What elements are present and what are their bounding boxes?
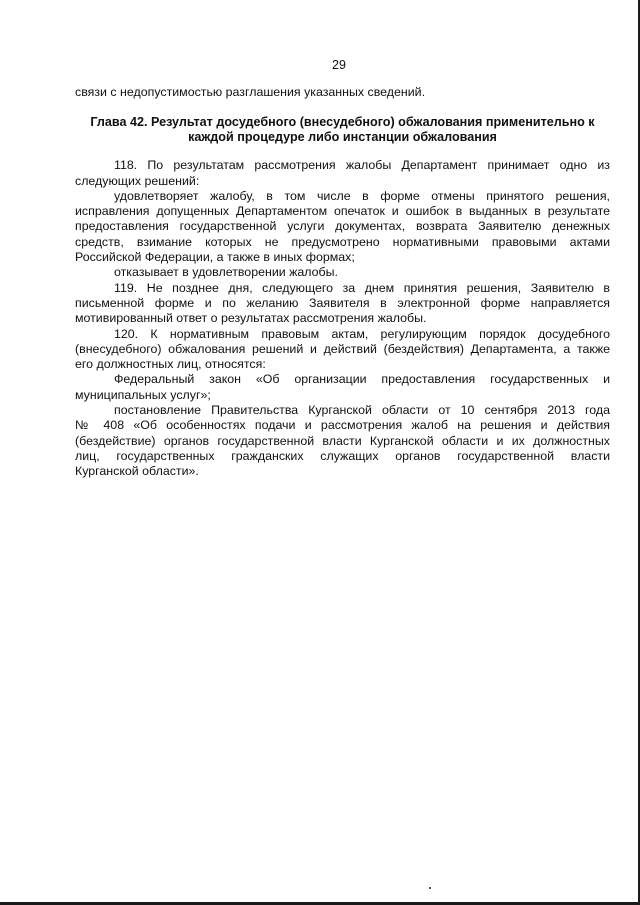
chapter-heading-line: Глава 42. Результат досудебного (внесудебного) обжалования применительно к: [90, 115, 595, 130]
chapter-heading-line: каждой процедуре либо инстанции обжалования: [188, 130, 497, 145]
text-line: отказывает в удовлетворении жалобы.: [114, 265, 338, 280]
paragraph-119: [75, 281, 610, 327]
paragraph-federal-law: [75, 372, 610, 403]
scan-speck: [429, 887, 431, 889]
text-line: № 408 «Об особенностях подачи и рассмотрения жалоб на решения и действия: [75, 418, 610, 433]
document-body: [75, 85, 610, 480]
text-line: предоставления государственной услуги документах, возврата Заявителю денежных: [75, 219, 610, 234]
text-line: 120. К нормативным правовым актам, регулирующим порядок досудебного: [114, 326, 610, 341]
paragraph-118: [75, 158, 610, 189]
text-line: Российской Федерации, а также в иных формах;: [75, 250, 355, 265]
chapter-heading: [75, 115, 610, 145]
text-line: 118. По результатам рассмотрения жалобы Департамент принимает одно из: [114, 158, 610, 173]
text-line: письменной форме и по желанию Заявителя в электронной форме направляется: [75, 295, 610, 310]
text-line: исправления допущенных Департаментом опечаток и ошибок в выданных в результате: [75, 204, 610, 219]
paragraph-resolution: [75, 403, 610, 479]
text-line: следующих решений:: [75, 173, 200, 188]
text-line: удовлетворяет жалобу, в том числе в форме отмены принятого решения,: [114, 188, 610, 203]
paragraph-refuses: [75, 265, 610, 280]
text-line: муниципальных услуг»;: [75, 387, 211, 402]
text-line: Курганской области».: [75, 464, 199, 479]
text-line: лиц, государственных гражданских служащих органов государственной власти: [75, 448, 610, 463]
text-line: (бездействие) органов государственной власти Курганской области и их должностных: [75, 433, 610, 448]
text-line: (внесудебного) обжалования решений и действий (бездействия) Департамента, а также: [75, 341, 610, 356]
paragraph-satisfies: [75, 189, 610, 265]
page-number: 29: [332, 58, 346, 72]
text-line: постановление Правительства Курганской области от 10 сентября 2013 года: [114, 403, 610, 418]
continuation-line: связи с недопустимостью разглашения указанных сведений.: [75, 85, 426, 99]
text-line: 119. Не позднее дня, следующего за днем принятия решения, Заявителю в: [114, 280, 610, 295]
text-line: Федеральный закон «Об организации предоставления государственных и: [114, 372, 610, 387]
text-line: средств, взимание которых не предусмотрено нормативными правовыми актами: [75, 234, 610, 249]
text-line: мотивированный ответ о результатах рассмотрения жалобы.: [75, 311, 427, 326]
text-line: его должностных лиц, относятся:: [75, 357, 266, 372]
paragraph-120: [75, 327, 610, 373]
